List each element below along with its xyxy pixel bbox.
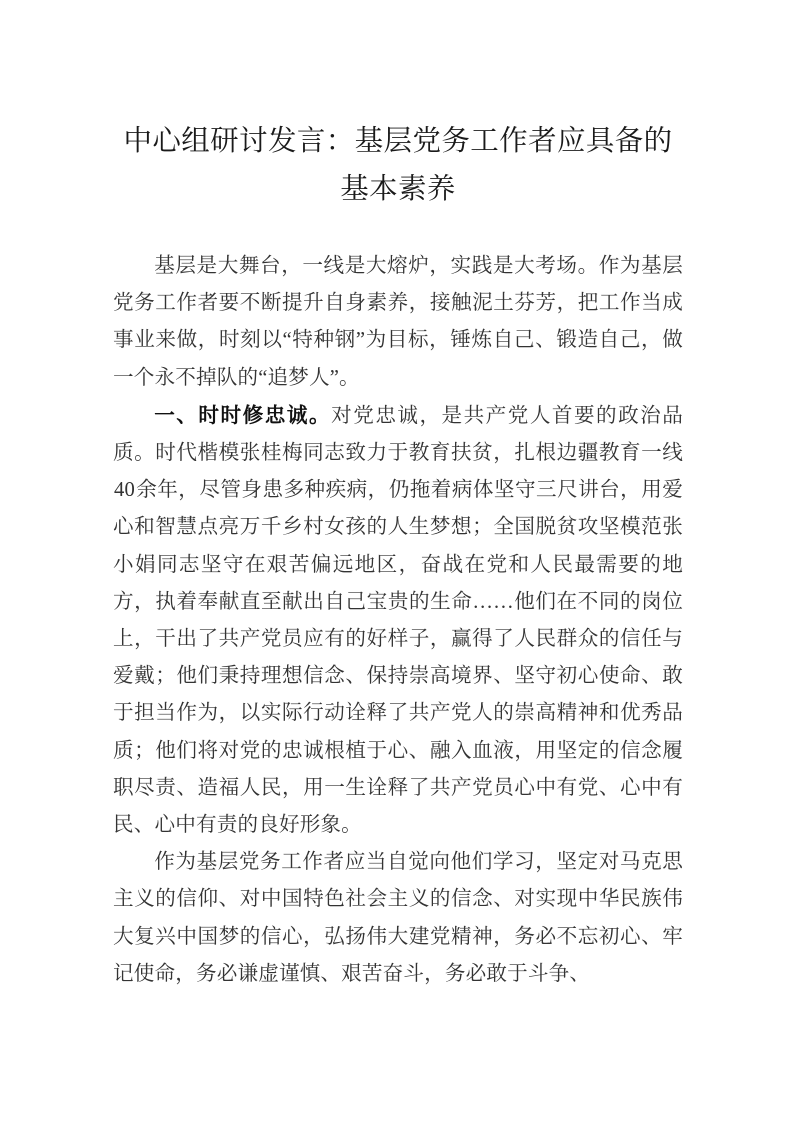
paragraph-section-one [113, 397, 683, 844]
paragraph-intro: 基层是大舞台，一线是大熔炉，实践是大考场。作为基层党务工作者要不断提升自身素养，接触泥土芬芳，把工作当成事业来做，时刻以“特种钢”为目标，锤炼自己、锻造自己，做一个永不掉队的“追梦人”。 [113, 255, 683, 389]
section-heading-one: 一、时时修忠诚。 [154, 403, 332, 427]
section-one-number-years: 40 [114, 479, 135, 502]
paragraph-learning: 作为基层党务工作者应当自觉向他们学习，坚定对马克思主义的信仰、对中国特色社会主义的信念、对实现中华民族伟大复兴中国梦的信心，弘扬伟大建党精神，务必不忘初心、牢记使命，务必谦虚谨慎、艰苦奋斗，务必敢于斗争、 [113, 851, 683, 985]
section-one-text-before-number: 对党忠诚，是共产党人首要的政治品质。时代楷模张桂梅同志致力于教育扶贫，扎根边疆教育一线 [113, 404, 683, 465]
section-one-text-after-number: 余年，尽管身患多种疾病，仍拖着病体坚守三尺讲台，用爱心和智慧点亮万千乡村女孩的人生梦想；全国脱贫攻坚模范张小娟同志坚守在艰苦偏远地区，奋战在党和人民最需要的地方，执着奉献直至献出自己宝贵的生命……他们在不同的岗位上，干出了共产党员应有的好样子，赢得了人民群众的信任与爱戴；他们秉持理想信念、保持崇高境界、坚守初心使命、敢于担当作为，以实际行动诠释了共产党人的崇高精神和优秀品质；他们将对党的忠诚根植于心、融入血液，用坚定的信念履职尽责、造福人民，用一生诠释了共产党员心中有党、心中有民、心中有责的良好形象。 [113, 479, 683, 837]
page-title: 中心组研讨发言：基层党务工作者应具备的基本素养 [123, 126, 673, 205]
document-content [113, 118, 683, 993]
